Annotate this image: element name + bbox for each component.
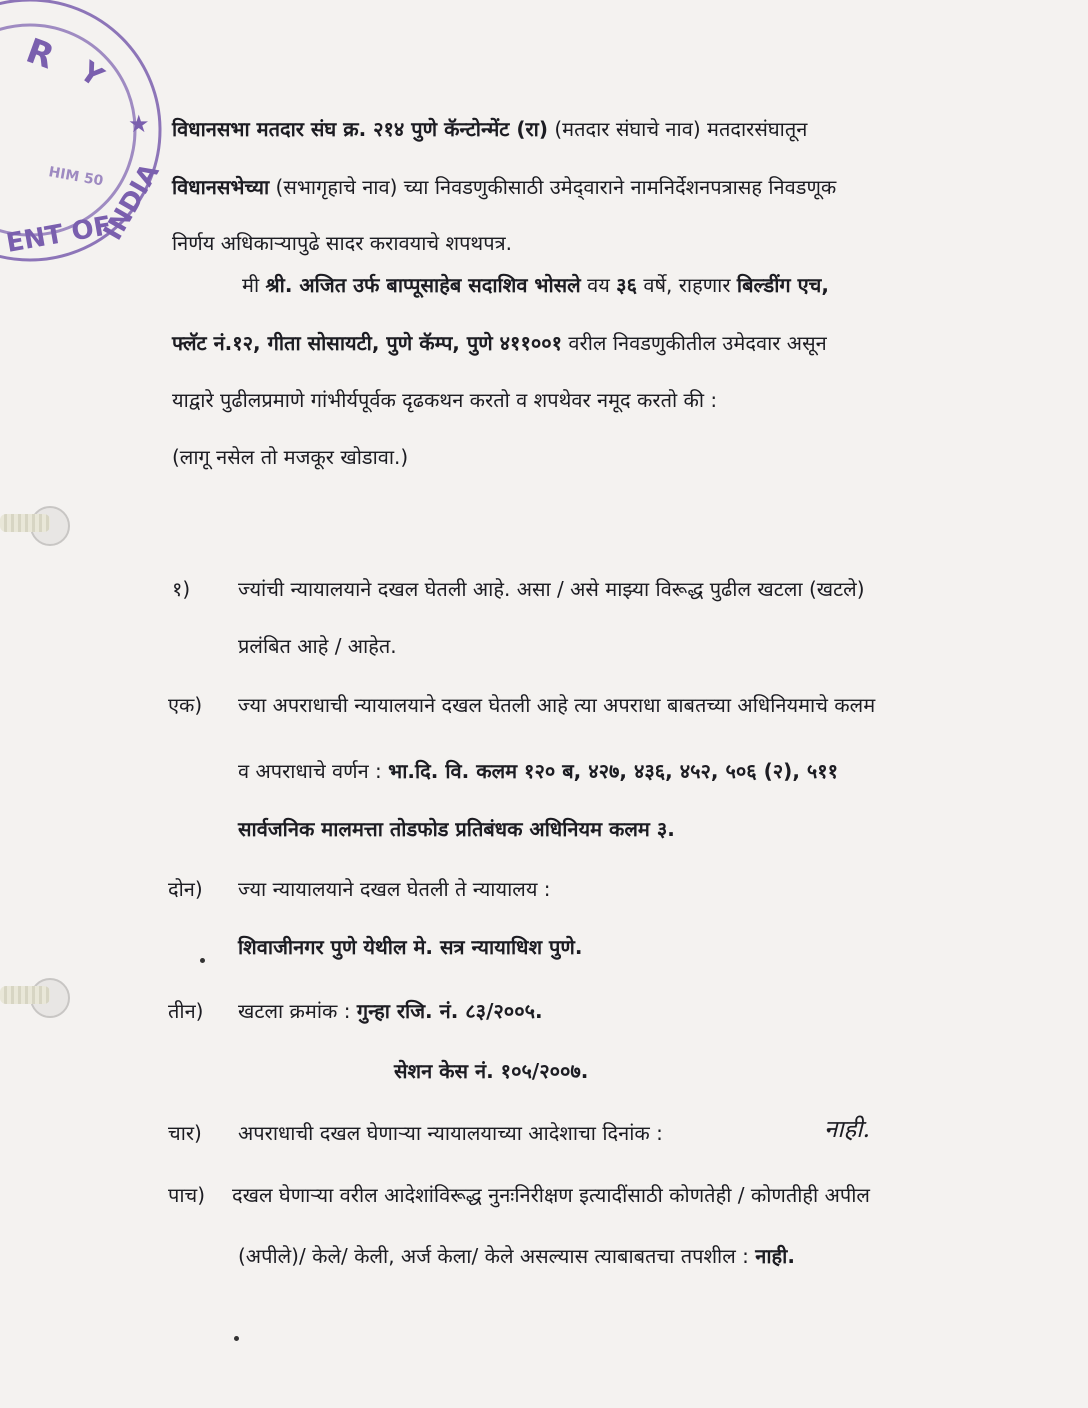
svg-text:HIM 50: HIM 50 bbox=[47, 164, 105, 190]
ipc-sections: भा.दि. वि. कलम १२० ब, ४२७, ४३६, ४५२, ५०६ (२), ५११ bbox=[388, 759, 839, 783]
oath-line-2 bbox=[172, 330, 827, 356]
sub-c-line-1 bbox=[238, 998, 543, 1024]
sub-b-label: दोन) bbox=[168, 877, 203, 901]
svg-text:★: ★ bbox=[128, 110, 150, 138]
header-line-3: निर्णय अधिकाऱ्यापुढे सादर करावयाचे शपथपत्र. bbox=[172, 231, 512, 255]
case-number-label: खटला क्रमांक : bbox=[238, 999, 357, 1023]
house-name: विधानसभेच्या bbox=[172, 175, 270, 199]
sub-e-line-1: दखल घेणाऱ्या वरील आदेशांविरूद्ध नुनःनिरीक्षण इत्यादींसाठी कोणतेही / कोणतीही अपील bbox=[232, 1183, 870, 1207]
sub-d-label: चार) bbox=[168, 1121, 202, 1145]
bullet-dot bbox=[200, 958, 205, 963]
appeal-details-value: नाही. bbox=[755, 1244, 795, 1268]
crime-registration-number: गुन्हा रजि. नं. ८३/२००५. bbox=[356, 999, 543, 1023]
sub-a-line-1: ज्या अपराधाची न्यायालयाने दखल घेतली आहे त्या अपराधा बाबतच्या अधिनियमाचे कलम bbox=[238, 693, 876, 717]
svg-text:Y: Y bbox=[73, 54, 110, 94]
item-1-number: १) bbox=[172, 577, 191, 601]
constituency-name: विधानसभा मतदार संघ क्र. २१४ पुणे कॅन्टोन्मेंट (रा) bbox=[172, 117, 548, 141]
appeal-details-label: (अपीले)/ केले/ केली, अर्ज केला/ केले असल्यास त्याबाबतचा तपशील : bbox=[238, 1244, 756, 1268]
item-1-line-2: प्रलंबित आहे / आहेत. bbox=[238, 634, 397, 658]
candidate-address-part-1: बिल्डींग एच, bbox=[736, 273, 829, 297]
session-case-number: सेशन केस नं. १०५/२००७. bbox=[394, 1059, 589, 1083]
header-line-1-rest: (मतदार संघाचे नाव) मतदारसंघातून bbox=[547, 117, 808, 141]
candidate-address-part-2: फ्लॅट नं.१२, गीता सोसायटी, पुणे कॅम्प, पुणे ४११००१ bbox=[172, 331, 563, 355]
oath-prefix: मी bbox=[242, 273, 266, 297]
oath-residence-label: वर्षे, राहणार bbox=[636, 273, 737, 297]
binding-string-bottom bbox=[0, 986, 50, 1004]
court-name: शिवाजीनगर पुणे येथील मे. सत्र न्यायाधिश पुणे. bbox=[238, 935, 583, 959]
stray-mark bbox=[234, 1336, 239, 1341]
svg-text:R: R bbox=[20, 30, 60, 78]
header-line-1 bbox=[172, 116, 807, 142]
sub-d-line-1: अपराधाची दखल घेणाऱ्या न्यायालयाच्या आदेशाचा दिनांक : bbox=[238, 1121, 663, 1145]
sub-e-line-2 bbox=[238, 1243, 795, 1269]
svg-text:ENT OF: ENT OF bbox=[4, 210, 114, 259]
header-line-2-rest: (सभागृहाचे नाव) च्या निवडणुकीसाठी उमेद्‌वाराने नामनिर्देशनपत्रासह निवडणूक bbox=[269, 175, 837, 199]
sub-a-label: एक) bbox=[168, 693, 203, 717]
public-property-act: सार्वजनिक मालमत्ता तोडफोड प्रतिबंधक अधिनियम कलम ३. bbox=[238, 817, 675, 841]
offence-description-label: व अपराधाचे वर्णन : bbox=[238, 759, 389, 783]
header-line-2 bbox=[172, 174, 836, 200]
oath-age-label: वय bbox=[580, 273, 617, 297]
oath-line-2-rest: वरील निवडणुकीतील उमेदवार असून bbox=[562, 331, 827, 355]
sub-a-line-2 bbox=[238, 758, 838, 784]
official-seal-stamp bbox=[0, 0, 180, 280]
candidate-name: श्री. अजित उर्फ बाप्पूसाहेब सदाशिव भोसले bbox=[265, 273, 581, 297]
sub-c-label: तीन) bbox=[168, 999, 204, 1023]
binding-string-top bbox=[0, 514, 50, 532]
oath-strike-note: (लागू नसेल तो मजकूर खोडावा.) bbox=[172, 445, 409, 469]
oath-line-3: याद्वारे पुढीलप्रमाणे गांभीर्यपूर्वक दृढकथन करतो व शपथेवर नमूद करतो की : bbox=[172, 388, 718, 412]
item-1-line-1: ज्यांची न्यायालयाने दखल घेतली आहे. असा / असे माझ्या विरूद्ध पुढील खटला (खटले) bbox=[238, 577, 865, 601]
sub-e-label: पाच) bbox=[168, 1183, 206, 1207]
candidate-age: ३६ bbox=[616, 273, 637, 297]
oath-line-1 bbox=[242, 272, 829, 298]
svg-text:INDIA: INDIA bbox=[98, 158, 166, 246]
handwritten-none: नाही. bbox=[824, 1115, 871, 1143]
sub-b-line-1: ज्या न्यायालयाने दखल घेतली ते न्यायालय : bbox=[238, 877, 551, 901]
